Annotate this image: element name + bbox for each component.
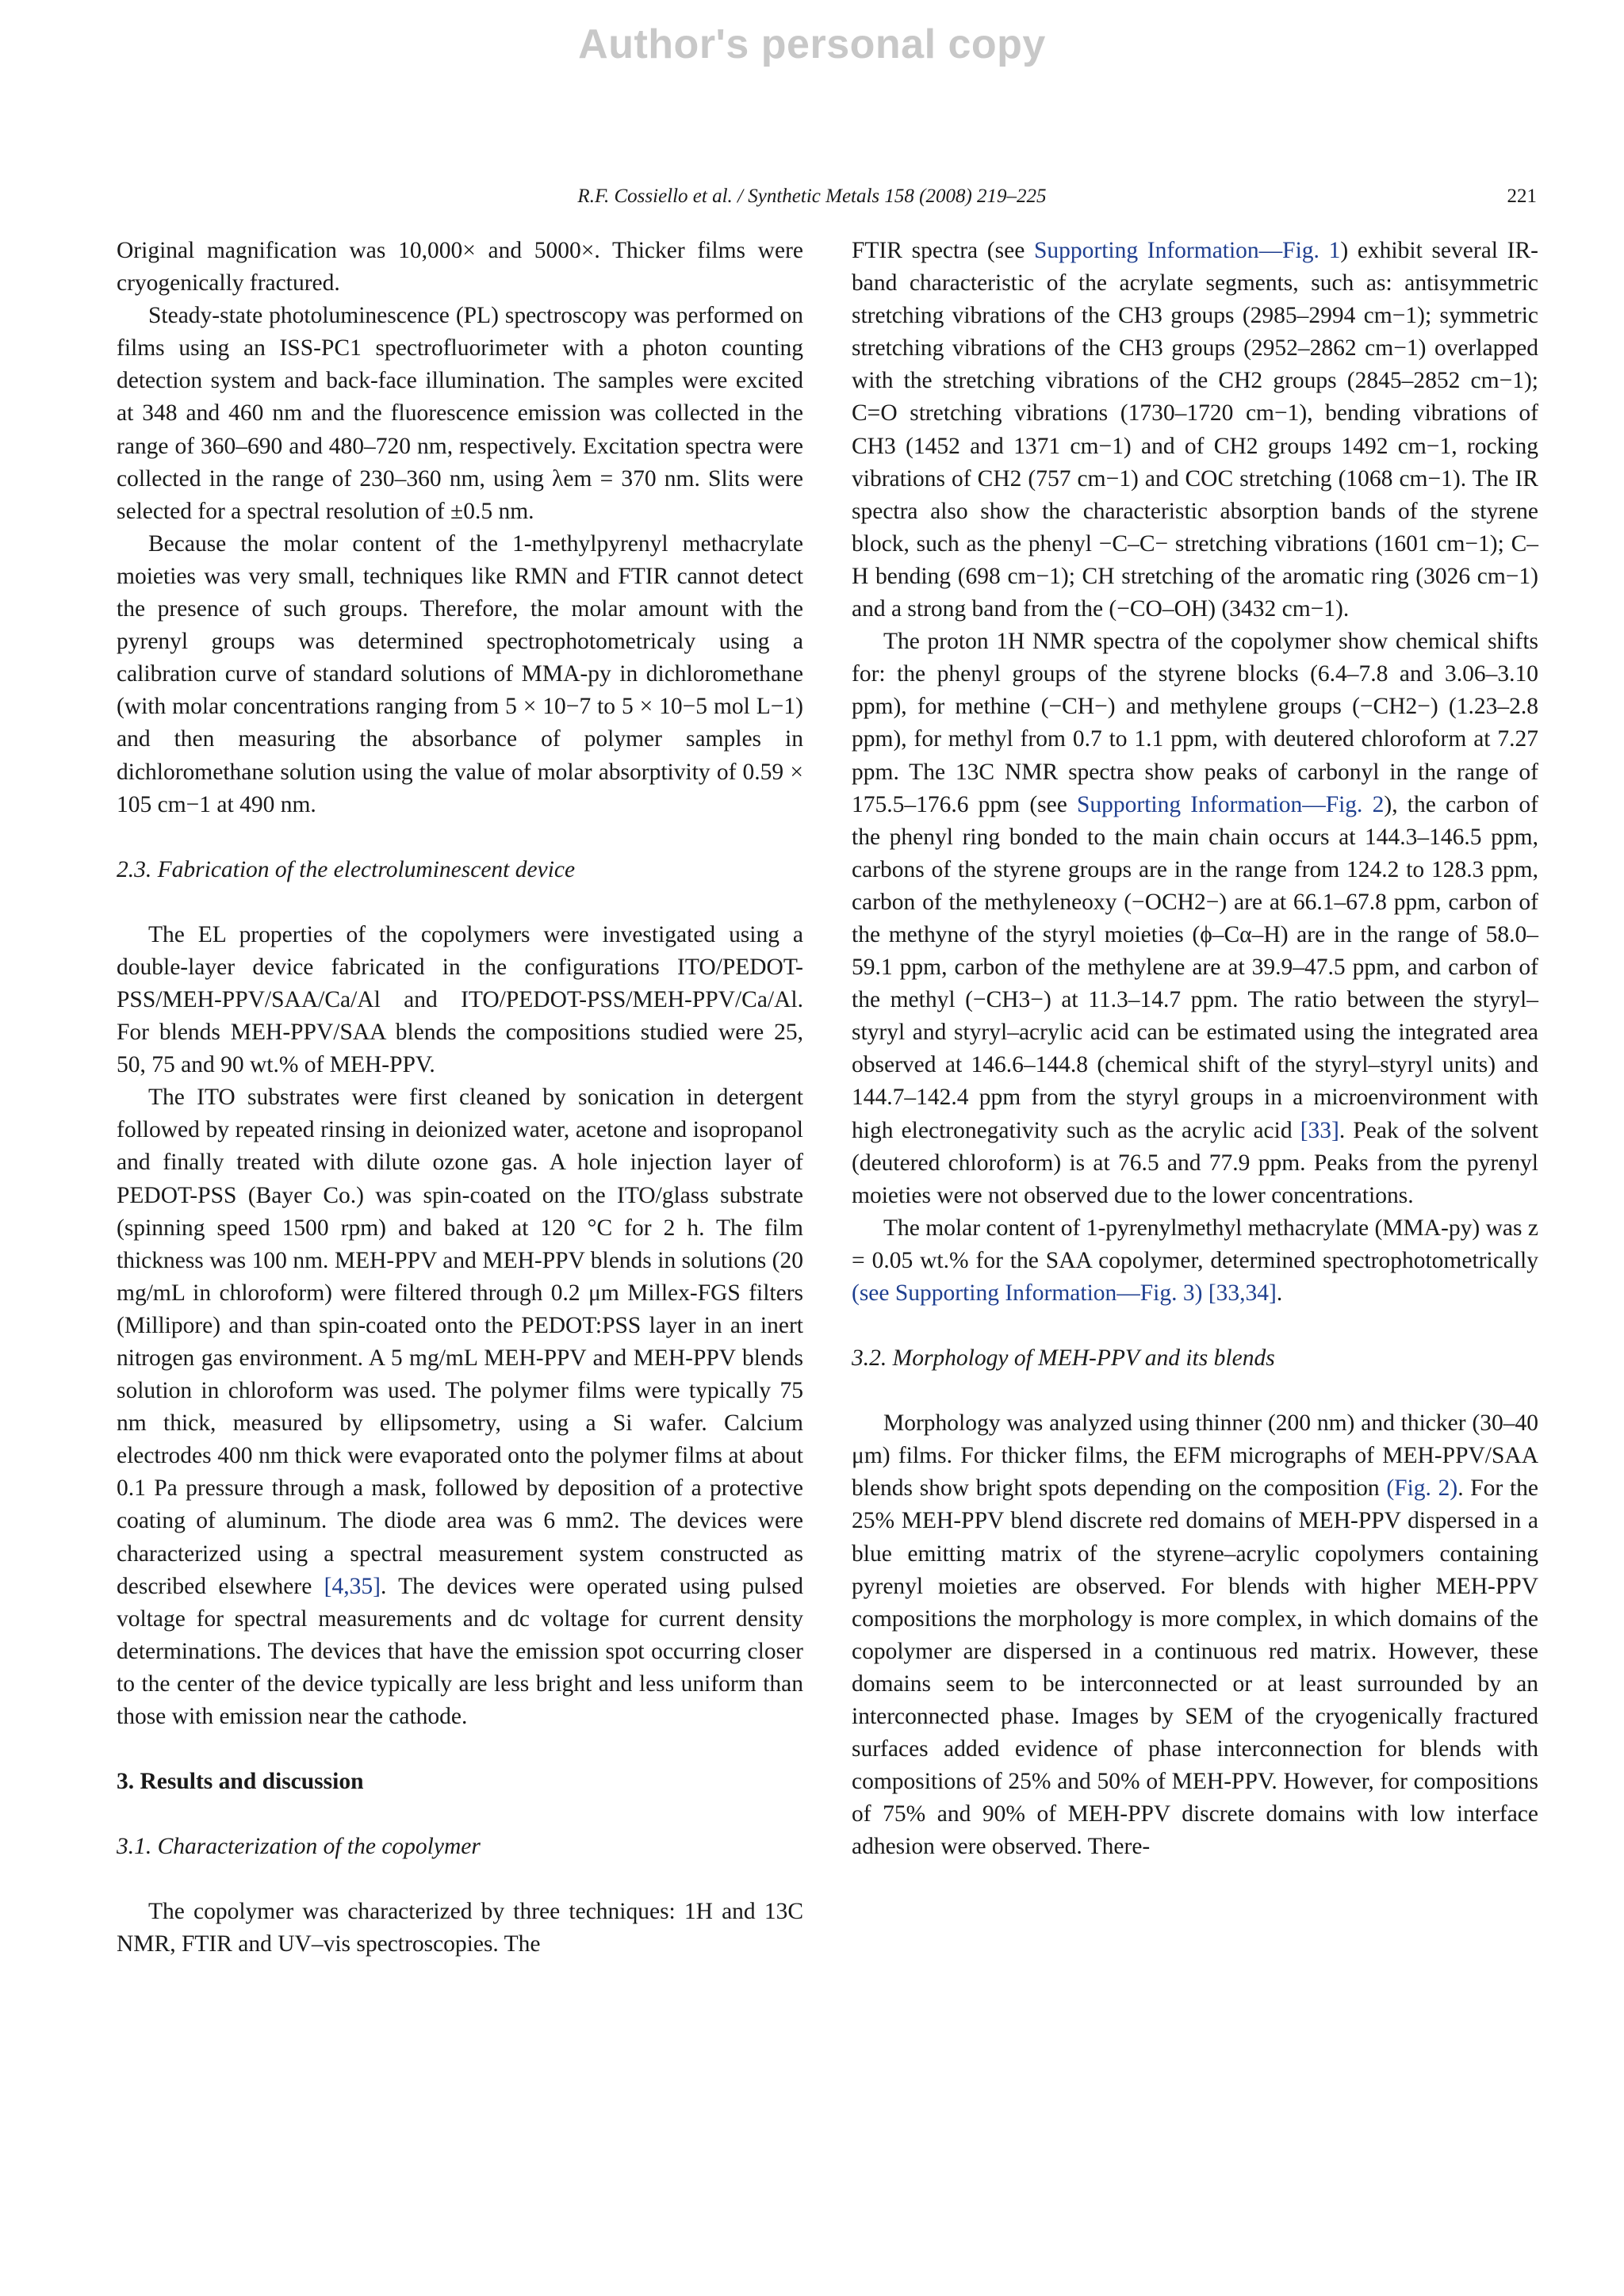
supporting-info-link[interactable]: Supporting Information—Fig. 2	[1077, 791, 1385, 817]
supporting-info-link[interactable]: (see Supporting Information—Fig. 3)	[852, 1280, 1203, 1306]
paragraph: The EL properties of the copolymers were investigated using a double-layer device fabricated in the configurations ITO/PEDOT-PSS/MEH-PPV/SAA/Ca/Al and ITO/PEDOT-PSS/MEH-PPV/Ca/Al. For blends MEH-PPV/SAA blends the compositions studied were 25, 50, 75 and 90 wt.% of MEH-PPV.	[117, 921, 803, 1078]
left-column	[117, 235, 803, 1961]
paragraph: Original magnification was 10,000× and 5000×. Thicker films were cryogenically fractured.	[117, 238, 803, 297]
page-number: 221	[1507, 186, 1537, 207]
text-span: . Peak of the solvent (deutered chloroform) is at 76.5 and 77.9 ppm. Peaks from the pyrenyl moieties were not observed due to the lower concentrations.	[852, 1117, 1538, 1208]
text-span: The molar content of 1-pyrenylmethyl methacrylate (MMA-py) was z = 0.05 wt.% for the SAA copolymer, determined spectrophotometrically	[852, 1215, 1538, 1273]
paragraph	[852, 1212, 1538, 1310]
paragraph: Because the molar content of the 1-methylpyrenyl methacrylate moieties was very small, techniques like RMN and FTIR cannot detect the presence of such groups. Therefore, the molar amount with the pyrenyl groups was determined spectrophotometricaly using a calibration curve of standard solutions of MMA-py in dichloromethane (with molar concentrations ranging from 5 × 10−7 to 5 × 10−5 mol L−1) and then measuring the absorbance of polymer samples in dichloromethane solution using the value of molar absorptivity of 0.59 × 105 cm−1 at 490 nm.	[117, 530, 803, 817]
text-span: FTIR spectra (see	[852, 238, 1034, 263]
reference-link[interactable]: [33]	[1300, 1117, 1339, 1143]
running-head: R.F. Cossiello et al. / Synthetic Metals 158 (2008) 219–225	[577, 186, 1047, 207]
paragraph	[852, 626, 1538, 1212]
reference-link[interactable]: [4,35]	[324, 1573, 381, 1599]
text-span: .	[1276, 1280, 1283, 1306]
reference-link[interactable]: [33,34]	[1208, 1280, 1277, 1306]
text-span: Morphology was analyzed using thinner (200 nm) and thicker (30–40 μm) films. For thicker films, the EFM micrographs of MEH-PPV/SAA blends show bright spots depending on the composition	[852, 1410, 1538, 1502]
right-column	[852, 235, 1538, 1864]
text-span: The proton 1H NMR spectra of the copolymer show chemical shifts for: the phenyl groups of the styrene blocks (6.4–7.8 and 3.06–3.10 ppm), for methine (−CH−) and methylene groups (−CH2−) (1.23–2.8 ppm), for methyl from 0.7 to 1.1 ppm, with deutered chloroform at 7.27 ppm. The 13C NMR spectra show peaks of carbonyl in the range of 175.5–176.6 ppm (see	[852, 629, 1538, 817]
paragraph	[117, 1081, 803, 1733]
supporting-info-link[interactable]: Supporting Information—Fig. 1	[1033, 238, 1341, 263]
subsection-heading: 3.2. Morphology of MEH-PPV and its blends	[852, 1345, 1275, 1372]
paragraph: The copolymer was characterized by three techniques: 1H and 13C NMR, FTIR and UV–vis spectroscopies. The	[117, 1899, 803, 1957]
subsection-heading: 3.1. Characterization of the copolymer	[117, 1834, 481, 1860]
paragraph	[852, 1407, 1538, 1863]
paragraph	[852, 235, 1538, 626]
text-span: . The devices were operated using pulsed voltage for spectral measurements and dc voltage for current density determinations. The devices that have the emission spot occurring closer to the center of the device typically are less bright and less uniform than those with emission near the cathode.	[117, 1573, 803, 1730]
paragraph: Steady-state photoluminescence (PL) spectroscopy was performed on films using an ISS-PC1 spectrofluorimeter with a photon counting detection system and back-face illumination. The samples were excited at 348 and 460 nm and the fluorescence emission was collected in the range of 360–690 and 480–720 nm, respectively. Excitation spectra were collected in the range of 230–360 nm, using λem = 370 nm. Slits were selected for a spectral resolution of ±0.5 nm.	[117, 303, 803, 524]
text-span: ) exhibit several IR-band characteristic of the acrylate segments, such as: antisymmetric stretching vibrations of the CH3 groups (2985–2994 cm−1); symmetric stretching vibrations of the CH3 groups (2952–2862 cm−1) overlapped with the stretching vibrations of the CH2 groups (2845–2852 cm−1); C=O stretching vibrations (1730–1720 cm−1), bending vibrations of CH3 (1452 and 1371 cm−1) and of CH2 groups 1492 cm−1, rocking vibrations of CH2 (757 cm−1) and COC stretching (1068 cm−1). The IR spectra also show the characteristic absorption bands of the styrene block, such as the phenyl −C–C− stretching vibrations (1601 cm−1); C–H bending (698 cm−1); CH stretching of the aromatic ring (3026 cm−1) and a strong band from the (−CO–OH) (3432 cm−1).	[852, 238, 1538, 622]
section-heading: 2.3. Fabrication of the electroluminescent device	[117, 856, 576, 882]
text-span: ), the carbon of the phenyl ring bonded to the main chain occurs at 144.3–146.5 ppm, carbons of the styrene groups are in the range from 124.2 to 128.3 ppm, carbon of the methyleneoxy (−OCH2−) are at 66.1–67.8 ppm, carbon of the methyne of the styryl moieties (ϕ–Cα–H) are in the range of 58.0–59.1 ppm, carbon of the methylene are at 39.9–47.5 ppm, and carbon of the methyl (−CH3−) at 11.3–14.7 ppm. The ratio between the styryl–styryl and styryl–acrylic acid can be estimated using the integrated area observed at 146.6–144.8 (chemical shift of the styryl–styryl units) and 144.7–142.4 ppm from the styryl groups in a microenvironment with high electronegativity such as the acrylic acid	[852, 791, 1538, 1143]
figure-link[interactable]: (Fig. 2)	[1386, 1475, 1458, 1502]
text-span: . For the 25% MEH-PPV blend discrete red domains of MEH-PPV dispersed in a blue emitting matrix of the styrene–acrylic copolymers containing pyrenyl moieties are observed. For blends with higher MEH-PPV compositions the morphology is more complex, in which domains of the copolymer are dispersed in a continuous red matrix. However, these domains seem to be interconnected or at least surrounded by an interconnected phase. Images by SEM of the cryogenically fractured surfaces added evidence of phase interconnection for blends with compositions of 25% and 50% of MEH-PPV. However, for compositions of 75% and 90% of MEH-PPV discrete domains with low interface adhesion were observed. There-	[852, 1475, 1538, 1860]
text-span: The ITO substrates were first cleaned by sonication in detergent followed by repeated rinsing in deionized water, acetone and isopropanol and finally treated with dilute ozone gas. A hole injection layer of PEDOT-PSS (Bayer Co.) was spin-coated on the ITO/glass substrate (spinning speed 1500 rpm) and baked at 120 °C for 2 h. The film thickness was 100 nm. MEH-PPV and MEH-PPV blends in solutions (20 mg/mL in chloroform) were filtered through 0.2 μm Millex-FGS filters (Millipore) and than spin-coated onto the PEDOT:PSS layer in an inert nitrogen gas environment. A 5 mg/mL MEH-PPV and MEH-PPV blends solution in chloroform was used. The polymer films were typically 75 nm thick, measured by ellipsometry, using a Si wafer. Calcium electrodes 400 nm thick were evaporated onto the polymer films at about 0.1 Pa pressure through a mask, followed by deposition of a protective coating of aluminum. The diode area was 6 mm2. The devices were characterized using a spectral measurement system constructed as described elsewhere	[117, 1085, 803, 1599]
watermark: Author's personal copy	[578, 21, 1046, 67]
section-heading: 3. Results and discussion	[117, 1769, 364, 1795]
